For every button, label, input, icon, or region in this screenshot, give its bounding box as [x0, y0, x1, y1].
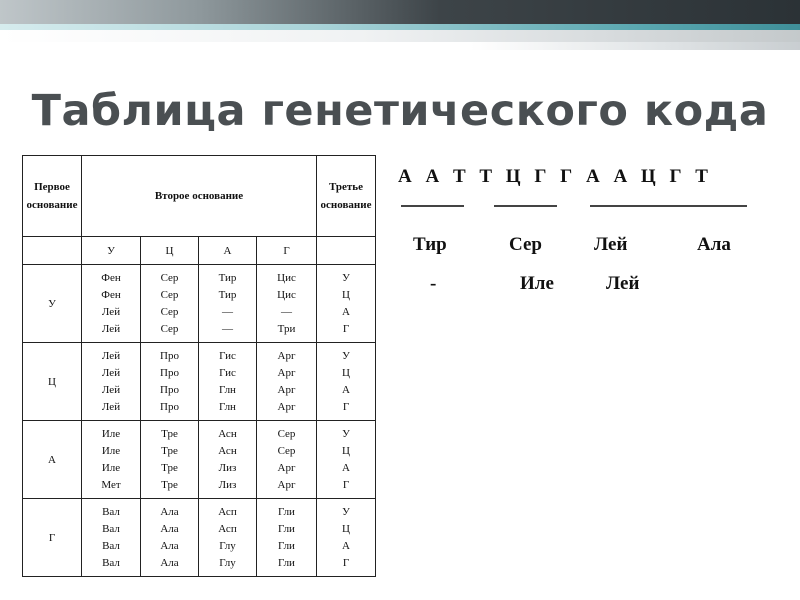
- amino-acid-label: Тир: [413, 234, 447, 255]
- amino-acid-cell: Вал Вал Вал Вал: [82, 499, 141, 577]
- third-base-cell: У Ц А Г: [317, 421, 376, 499]
- codon-underline: [401, 205, 464, 207]
- amino-acid-cell: Тре Тре Тре Тре: [141, 421, 199, 499]
- third-base-cell: У Ц А Г: [317, 265, 376, 343]
- dna-sequence: А А Т Т Ц Г Г А А Ц Г Т: [398, 166, 708, 187]
- amino-acid-cell: Асп Асп Глу Глу: [199, 499, 257, 577]
- amino-acid-cell: Гис Гис Глн Глн: [199, 343, 257, 421]
- amino-acid-cell: Гли Гли Гли Гли: [257, 499, 317, 577]
- second-base-label: А: [199, 237, 257, 265]
- page-title: Таблица генетического кода: [31, 86, 769, 136]
- first-base-label: Г: [23, 499, 82, 577]
- amino-acid-cell: Асн Асн Лиз Лиз: [199, 421, 257, 499]
- amino-acid-label: Лей: [606, 273, 640, 294]
- amino-acid-cell: Ала Ала Ала Ала: [141, 499, 199, 577]
- top-decor-bar: [0, 0, 800, 24]
- header-first-base: Первое основание: [23, 156, 82, 237]
- second-base-label: У: [82, 237, 141, 265]
- amino-acid-label: -: [430, 273, 437, 294]
- top-decor-light-bar: [0, 30, 800, 42]
- amino-acid-cell: Цис Цис — Три: [257, 265, 317, 343]
- amino-acid-label: Сер: [509, 234, 542, 255]
- amino-acid-cell: Иле Иле Иле Мет: [82, 421, 141, 499]
- second-base-label: Г: [257, 237, 317, 265]
- amino-acid-cell: Тир Тир — —: [199, 265, 257, 343]
- table-row: [23, 343, 376, 421]
- first-base-label: Ц: [23, 343, 82, 421]
- genetic-code-table: [22, 155, 376, 577]
- codon-underline: [590, 205, 747, 207]
- amino-acid-label: Лей: [594, 234, 628, 255]
- amino-acid-cell: Фен Фен Лей Лей: [82, 265, 141, 343]
- amino-acid-cell: Сер Сер Арг Арг: [257, 421, 317, 499]
- table-row: [23, 421, 376, 499]
- third-base-cell: У Ц А Г: [317, 499, 376, 577]
- table-row: [23, 499, 376, 577]
- subheader-empty-left: [23, 237, 82, 265]
- first-base-label: А: [23, 421, 82, 499]
- table-row: [23, 265, 376, 343]
- amino-acid-label: Ала: [697, 234, 731, 255]
- amino-acid-cell: Сер Сер Сер Сер: [141, 265, 199, 343]
- third-base-cell: У Ц А Г: [317, 343, 376, 421]
- top-decor-stripe: [470, 42, 800, 50]
- amino-acid-cell: Про Про Про Про: [141, 343, 199, 421]
- header-second-base: Второе основание: [82, 156, 317, 237]
- amino-acid-cell: Лей Лей Лей Лей: [82, 343, 141, 421]
- codon-underline: [494, 205, 557, 207]
- subheader-empty-right: [317, 237, 376, 265]
- first-base-label: У: [23, 265, 82, 343]
- header-third-base: Третье основание: [317, 156, 376, 237]
- second-base-label: Ц: [141, 237, 199, 265]
- amino-acid-label: Иле: [520, 273, 554, 294]
- amino-acid-cell: Арг Арг Арг Арг: [257, 343, 317, 421]
